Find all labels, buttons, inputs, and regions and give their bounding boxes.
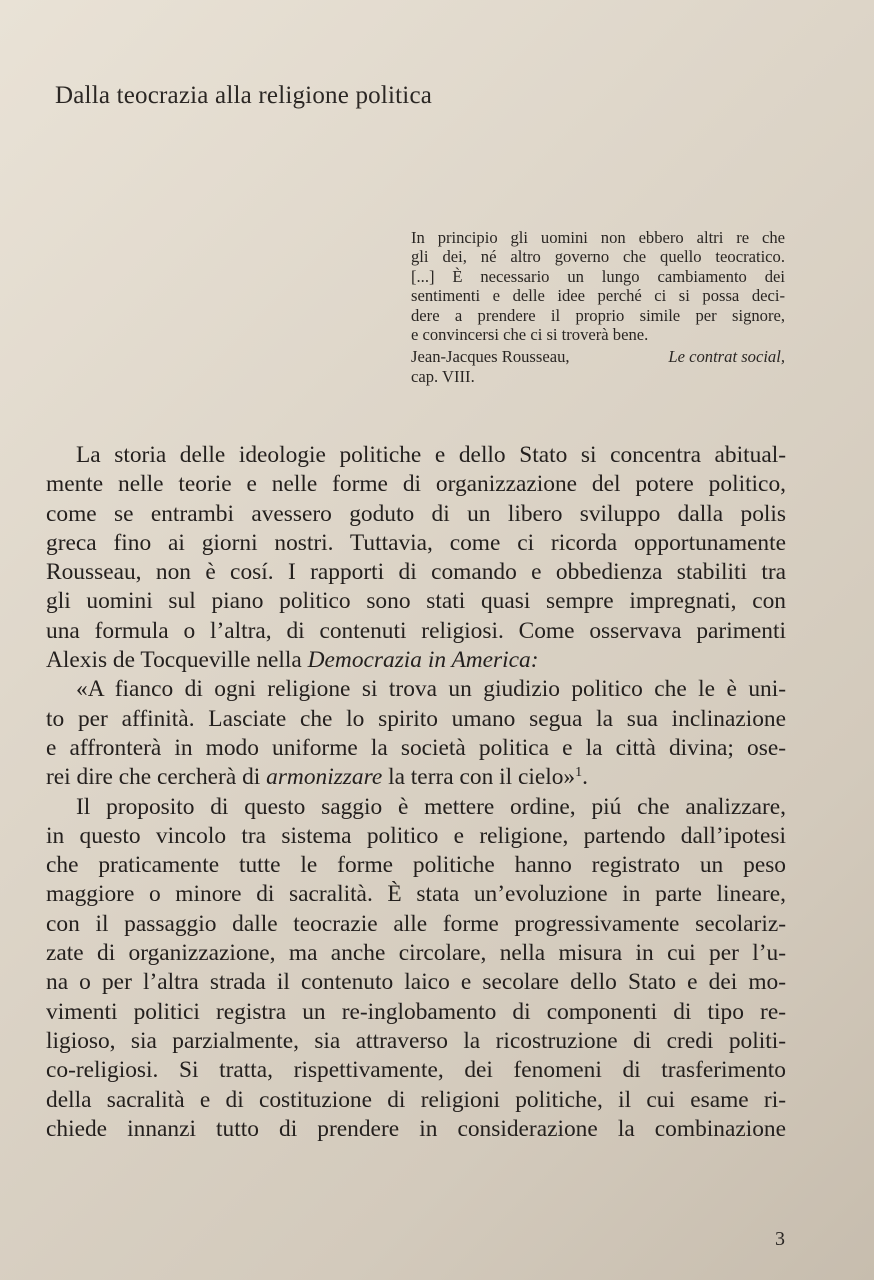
body-line: gli uomini sul piano politico sono stati quasi sempre impregnati, con — [46, 588, 786, 615]
body-text-fragment: Alexis de Tocqueville nella — [46, 647, 308, 674]
body-line: chiede innanzi tutto di prendere in considerazione la combinazione — [46, 1115, 786, 1142]
epigraph-work: Le contrat social, — [668, 347, 785, 367]
body-line: La storia delle ideologie politiche e dello Stato si concentra abitual- — [76, 442, 786, 468]
body-line: co-religiosi. Si tratta, rispettivamente, dei fenomeni di trasferimento — [46, 1057, 786, 1084]
page-number: 3 — [775, 1228, 785, 1250]
quote-line: e affronterà in modo uniforme la società politica e la città divina; ose- — [46, 734, 786, 761]
epigraph-line: [...] È necessario un lungo cambiamento dei — [411, 266, 785, 286]
body-text — [46, 441, 786, 1144]
body-line: una formula o l’altra, di contenuti religiosi. Come osservava parimenti — [46, 617, 786, 644]
epigraph-author: Jean-Jacques Rousseau, — [411, 347, 570, 367]
epigraph — [411, 228, 785, 386]
epigraph-line: sentimenti e delle idee perché ci si possa deci- — [411, 286, 785, 306]
body-line: come se entrambi avessero goduto di un libero sviluppo dalla polis — [46, 500, 786, 527]
footnote-marker: 1 — [575, 765, 583, 781]
body-line — [46, 646, 786, 675]
body-line: con il passaggio dalle teocrazie alle forme progressivamente secolariz- — [46, 910, 786, 937]
body-line: Rousseau, non è cosí. I rapporti di comando e obbedienza stabiliti tra — [46, 559, 786, 586]
epigraph-line: In principio gli uomini non ebbero altri re che — [411, 228, 785, 247]
body-line: in questo vincolo tra sistema politico e religione, partendo dall’ipotesi — [46, 822, 786, 849]
body-line: maggiore o minore di sacralità. È stata un’evoluzione in parte lineare, — [46, 881, 786, 908]
quote-line — [46, 763, 786, 792]
quote-line: «A fianco di ogni religione si trova un giudizio politico che le è uni- — [76, 676, 786, 703]
body-line: Il proposito di questo saggio è mettere ordine, piú che analizzare, — [76, 793, 786, 820]
body-line: vimenti politici registra un re-inglobamento di componenti di tipo re- — [46, 998, 786, 1025]
body-text-fragment: rei dire che cercherà di — [46, 764, 267, 791]
epigraph-chapter-ref: cap. VIII. — [411, 366, 475, 386]
body-line: greca fino ai giorni nostri. Tuttavia, come ci ricorda opportunamente — [46, 529, 786, 556]
body-line: ligioso, sia parzialmente, sia attraverso la ricostruzione di credi politi- — [46, 1027, 786, 1054]
quote-line: to per affinità. Lasciate che lo spirito umano segua la sua inclinazione — [46, 705, 786, 732]
body-text-fragment: la terra con il cielo» — [382, 764, 576, 791]
chapter-title: Dalla teocrazia alla religione politica — [55, 82, 433, 109]
epigraph-line: gli dei, né altro governo che quello teocratico. — [411, 247, 785, 267]
book-title-italic: Democrazia in America: — [307, 647, 539, 674]
epigraph-attribution — [411, 347, 785, 366]
body-text-fragment: . — [582, 764, 588, 791]
body-line: zate di organizzazione, ma anche circolare, nella misura in cui per l’u- — [46, 940, 786, 967]
body-line: mente nelle teorie e nelle forme di organizzazione del potere politico, — [46, 471, 786, 498]
emphasis-italic: armonizzare — [266, 764, 383, 791]
epigraph-line: e convincersi che ci si troverà bene. — [411, 325, 649, 345]
body-line: della sacralità e di costituzione di religioni politiche, il cui esame ri- — [46, 1086, 786, 1113]
body-line: che praticamente tutte le forme politiche hanno registrato un peso — [46, 852, 786, 879]
body-line: na o per l’altra strada il contenuto laico e secolare dello Stato e dei mo- — [46, 969, 786, 996]
epigraph-line: dere a prendere il proprio simile per signore, — [411, 305, 785, 325]
